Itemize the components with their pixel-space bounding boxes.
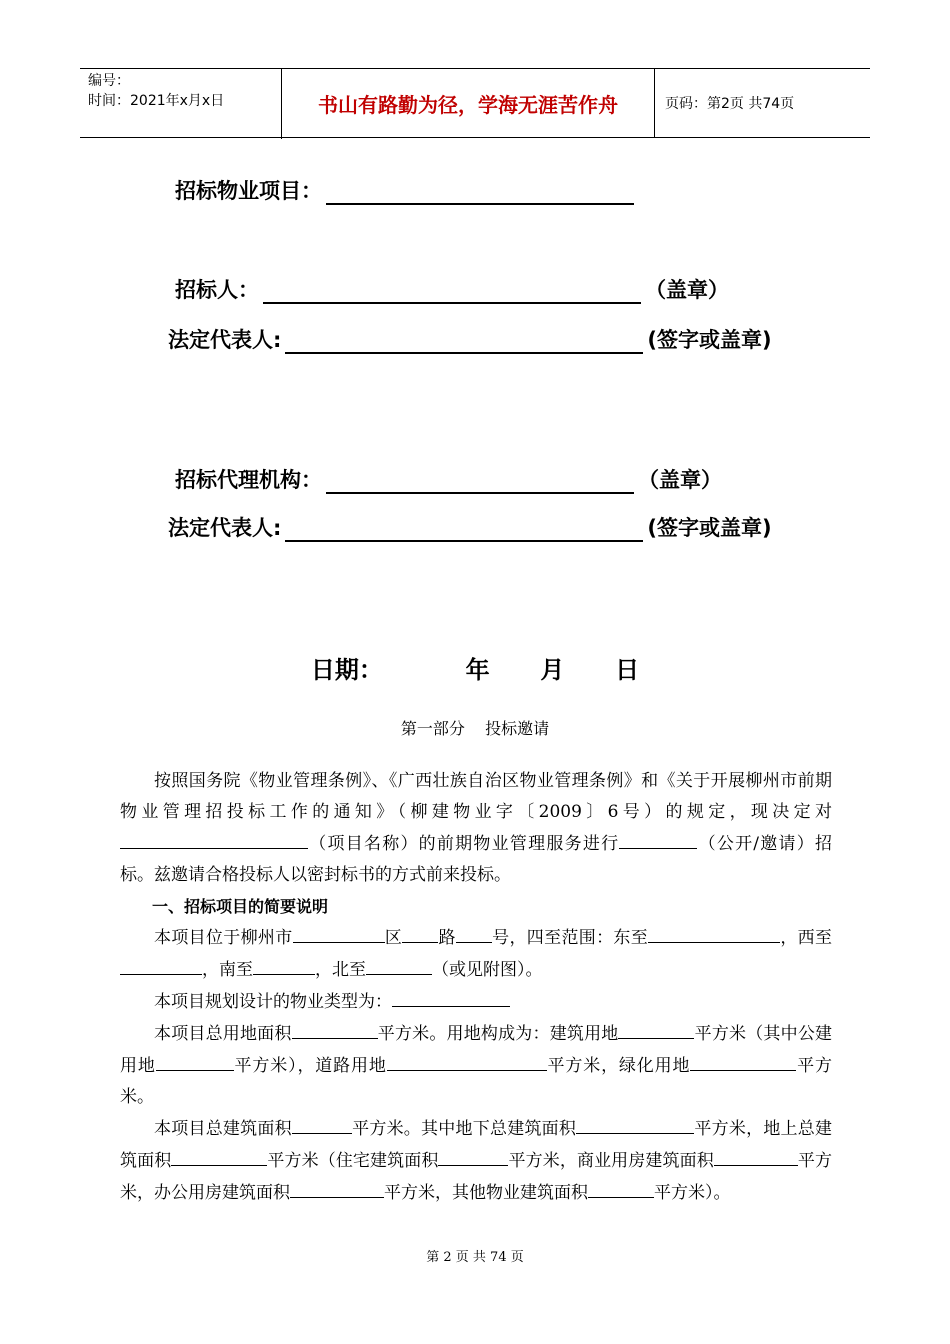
legal-rep-blank-2 — [285, 518, 643, 542]
p2-text-e: ，西至 — [780, 928, 833, 948]
blank-other-floor-cont — [624, 1177, 654, 1198]
p4-text-f: 平方米。 — [120, 1056, 833, 1107]
p5-text-e: 平方米，商业用房建筑面积 — [508, 1151, 714, 1171]
project-line — [175, 175, 638, 205]
page-footer: 第 2 页 共 74 页 — [426, 1250, 524, 1265]
p4-text-d: 平方米），道路用地 — [233, 1056, 387, 1076]
blank-west — [120, 954, 202, 975]
p3-text-a: 本项目规划设计的物业类型为： — [154, 992, 392, 1012]
agency-label: 招标代理机构： — [175, 468, 322, 492]
blank-building-land — [618, 1018, 694, 1039]
p5-text-g: 平方米，其他物业建筑面积 — [384, 1183, 588, 1203]
p2-text-b: 区 — [384, 928, 403, 948]
blank-district — [293, 922, 385, 943]
header-page-info: 页码：第2页 共74页 — [665, 96, 795, 112]
blank-south — [253, 954, 315, 975]
p5-text-d: 平方米（住宅建筑面积 — [267, 1151, 439, 1171]
date-label: 日期： — [310, 656, 383, 684]
legal-rep-label-2: 法定代表人: — [168, 516, 282, 540]
blank-residential-floor — [438, 1145, 508, 1166]
date-line — [0, 650, 950, 685]
p4-text-e: 平方米，绿化用地 — [546, 1056, 691, 1076]
blank-east-cont — [748, 922, 780, 943]
p5-text-h: 平方米）。 — [654, 1183, 731, 1203]
header-info-cell — [80, 69, 282, 139]
tenderer-label: 招标人： — [175, 278, 259, 302]
agency-suffix: （盖章） — [638, 468, 722, 492]
p2-text-h: （或见附图）。 — [432, 960, 543, 980]
project-label: 招标物业项目： — [175, 179, 322, 203]
paragraph-2 — [120, 922, 832, 986]
blank-tender-type — [619, 828, 697, 849]
document-body — [120, 766, 832, 1209]
blank-number — [456, 922, 492, 943]
date-year: 年 — [465, 656, 490, 684]
blank-commercial-floor — [714, 1145, 798, 1166]
paragraph-3 — [120, 986, 832, 1018]
p5-text-f: 平方米，办公用房建筑面积 — [120, 1151, 833, 1203]
legal-rep-line-2 — [168, 512, 772, 542]
section-heading-1: 一、招标项目的简要说明 — [152, 897, 329, 916]
blank-other-floor — [588, 1177, 624, 1198]
blank-public-land — [156, 1050, 234, 1071]
paragraph-4 — [120, 1018, 832, 1113]
time-label: 时间：2021年x月x日 — [88, 93, 225, 109]
code-label: 编号： — [88, 73, 130, 89]
p5-text-a: 本项目总建筑面积 — [154, 1119, 292, 1139]
p1-text-c: （公开/邀请）招标。兹邀请合格投标人以密封标书的方式前来投标。 — [120, 834, 832, 885]
p4-text-c: 平方米（其中公建用地 — [120, 1024, 833, 1076]
legal-rep-label-1: 法定代表人: — [168, 328, 282, 352]
p4-text-a: 本项目总用地面积 — [154, 1024, 292, 1044]
blank-total-land — [292, 1018, 378, 1039]
legal-rep-blank-1 — [285, 330, 643, 354]
p2-text-g: ，北至 — [315, 960, 366, 980]
p2-text-f: ，南至 — [202, 960, 253, 980]
agency-line — [175, 464, 722, 494]
p1-text-a: 按照国务院《物业管理条例》、《广西壮族自治区物业管理条例》和《关于开展柳州市前期物业管理招投标工作的通知》（柳建物业字〔2009〕6号）的规定，现决定对 — [120, 771, 832, 822]
blank-total-floor — [292, 1113, 352, 1134]
header-motto: 书山有路勤为径，学海无涯苦作舟 — [282, 69, 655, 137]
p2-text-a: 本项目位于柳州市 — [154, 928, 293, 948]
tenderer-line — [175, 274, 729, 304]
paragraph-1 — [120, 766, 832, 891]
date-day: 日 — [615, 656, 640, 684]
page-header — [80, 68, 870, 138]
paragraph-5 — [120, 1113, 832, 1209]
blank-overground-floor — [171, 1145, 267, 1166]
blank-road-land — [387, 1050, 547, 1071]
part-title: 第一部分 投标邀请 — [400, 719, 550, 738]
p5-text-b: 平方米。其中地下总建筑面积 — [351, 1119, 577, 1139]
p2-text-d: 号，四至范围：东至 — [491, 928, 649, 948]
blank-green-land — [690, 1050, 796, 1071]
tenderer-suffix: （盖章） — [645, 278, 729, 302]
blank-road — [402, 922, 438, 943]
project-blank — [326, 181, 634, 205]
tenderer-blank — [263, 280, 641, 304]
date-month: 月 — [540, 656, 565, 684]
blank-project-name — [120, 828, 308, 849]
blank-office-floor — [290, 1177, 384, 1198]
p5-text-c: 平方米，地上总建筑面积 — [120, 1119, 833, 1171]
blank-property-type — [392, 986, 510, 1007]
p2-text-c: 路 — [438, 928, 456, 948]
legal-rep-suffix-1: (签字或盖章) — [647, 328, 772, 352]
blank-north — [366, 954, 432, 975]
p4-text-b: 平方米。用地构成为：建筑用地 — [377, 1024, 619, 1044]
blank-underground-floor — [576, 1113, 694, 1134]
p1-text-b: （项目名称）的前期物业管理服务进行 — [308, 834, 620, 854]
legal-rep-line-1 — [168, 324, 772, 354]
blank-east — [648, 922, 748, 943]
legal-rep-suffix-2: (签字或盖章) — [647, 516, 772, 540]
agency-blank — [326, 470, 634, 494]
